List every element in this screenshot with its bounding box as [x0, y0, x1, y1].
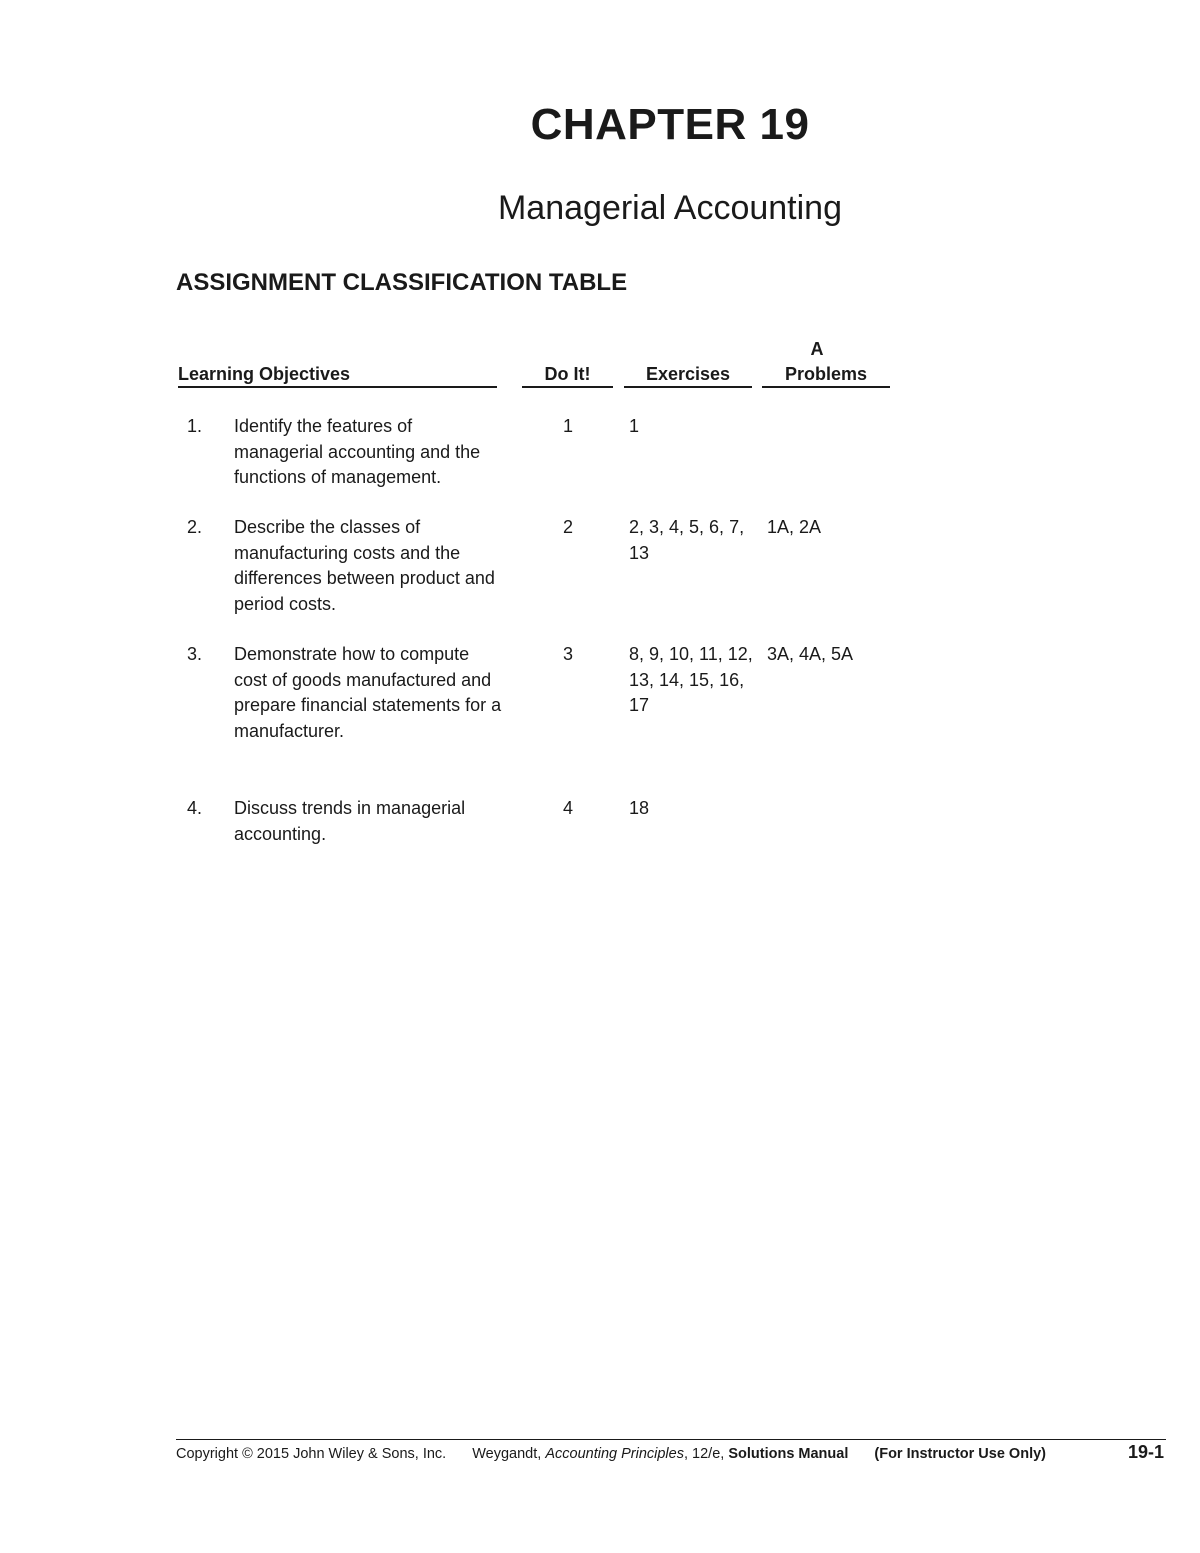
row-exercises: 8, 9, 10, 11, 12, 13, 14, 15, 16, 17 — [629, 644, 753, 715]
page-footer — [176, 1444, 1166, 1464]
column-header-problems: Problems — [762, 363, 890, 388]
row-objective: Describe the classes of manufacturing costs and the differences between product and period costs. — [234, 517, 495, 614]
row-do-it: 1 — [562, 416, 573, 436]
row-problems: 3A, 4A, 5A — [767, 644, 854, 664]
chapter-title: CHAPTER 19 — [530, 100, 810, 149]
footer-citation — [472, 1444, 848, 1464]
footer-manual: Solutions Manual — [728, 1446, 849, 1462]
footer-author: Weygandt, — [472, 1446, 542, 1462]
row-number: 2. — [187, 517, 203, 537]
row-do-it: 2 — [562, 517, 573, 537]
footer-copyright: Copyright © 2015 John Wiley & Sons, Inc. — [176, 1446, 447, 1462]
row-exercises: 1 — [629, 416, 640, 436]
row-objective: Identify the features of managerial accounting and the functions of management. — [234, 416, 481, 487]
row-exercises: 2, 3, 4, 5, 6, 7, 13 — [629, 517, 745, 563]
row-objective: Demonstrate how to compute cost of goods manufactured and prepare financial statements for a manufacturer. — [234, 644, 502, 741]
column-header-exercises: Exercises — [624, 363, 752, 388]
column-header-problems-prefix: A — [810, 339, 824, 359]
row-do-it: 4 — [562, 798, 573, 818]
row-do-it: 3 — [562, 644, 573, 664]
footer-book-title: Accounting Principles — [545, 1446, 684, 1462]
row-objective: Discuss trends in managerial accounting. — [234, 798, 466, 844]
row-number: 3. — [187, 644, 203, 664]
chapter-subtitle: Managerial Accounting — [497, 189, 842, 227]
row-number: 1. — [187, 416, 203, 436]
page-number: 19-1 — [1127, 1442, 1164, 1462]
footer-divider — [176, 1439, 1166, 1440]
section-heading: ASSIGNMENT CLASSIFICATION TABLE — [176, 269, 628, 296]
row-exercises: 18 — [629, 798, 650, 818]
row-problems: 1A, 2A — [767, 517, 822, 537]
column-header-do-it: Do It! — [522, 363, 613, 388]
footer-instructor-note: (For Instructor Use Only) — [874, 1446, 1046, 1462]
footer-edition: , 12/e, — [683, 1446, 725, 1462]
column-header-learning-objectives: Learning Objectives — [178, 363, 497, 388]
row-number: 4. — [187, 798, 203, 818]
